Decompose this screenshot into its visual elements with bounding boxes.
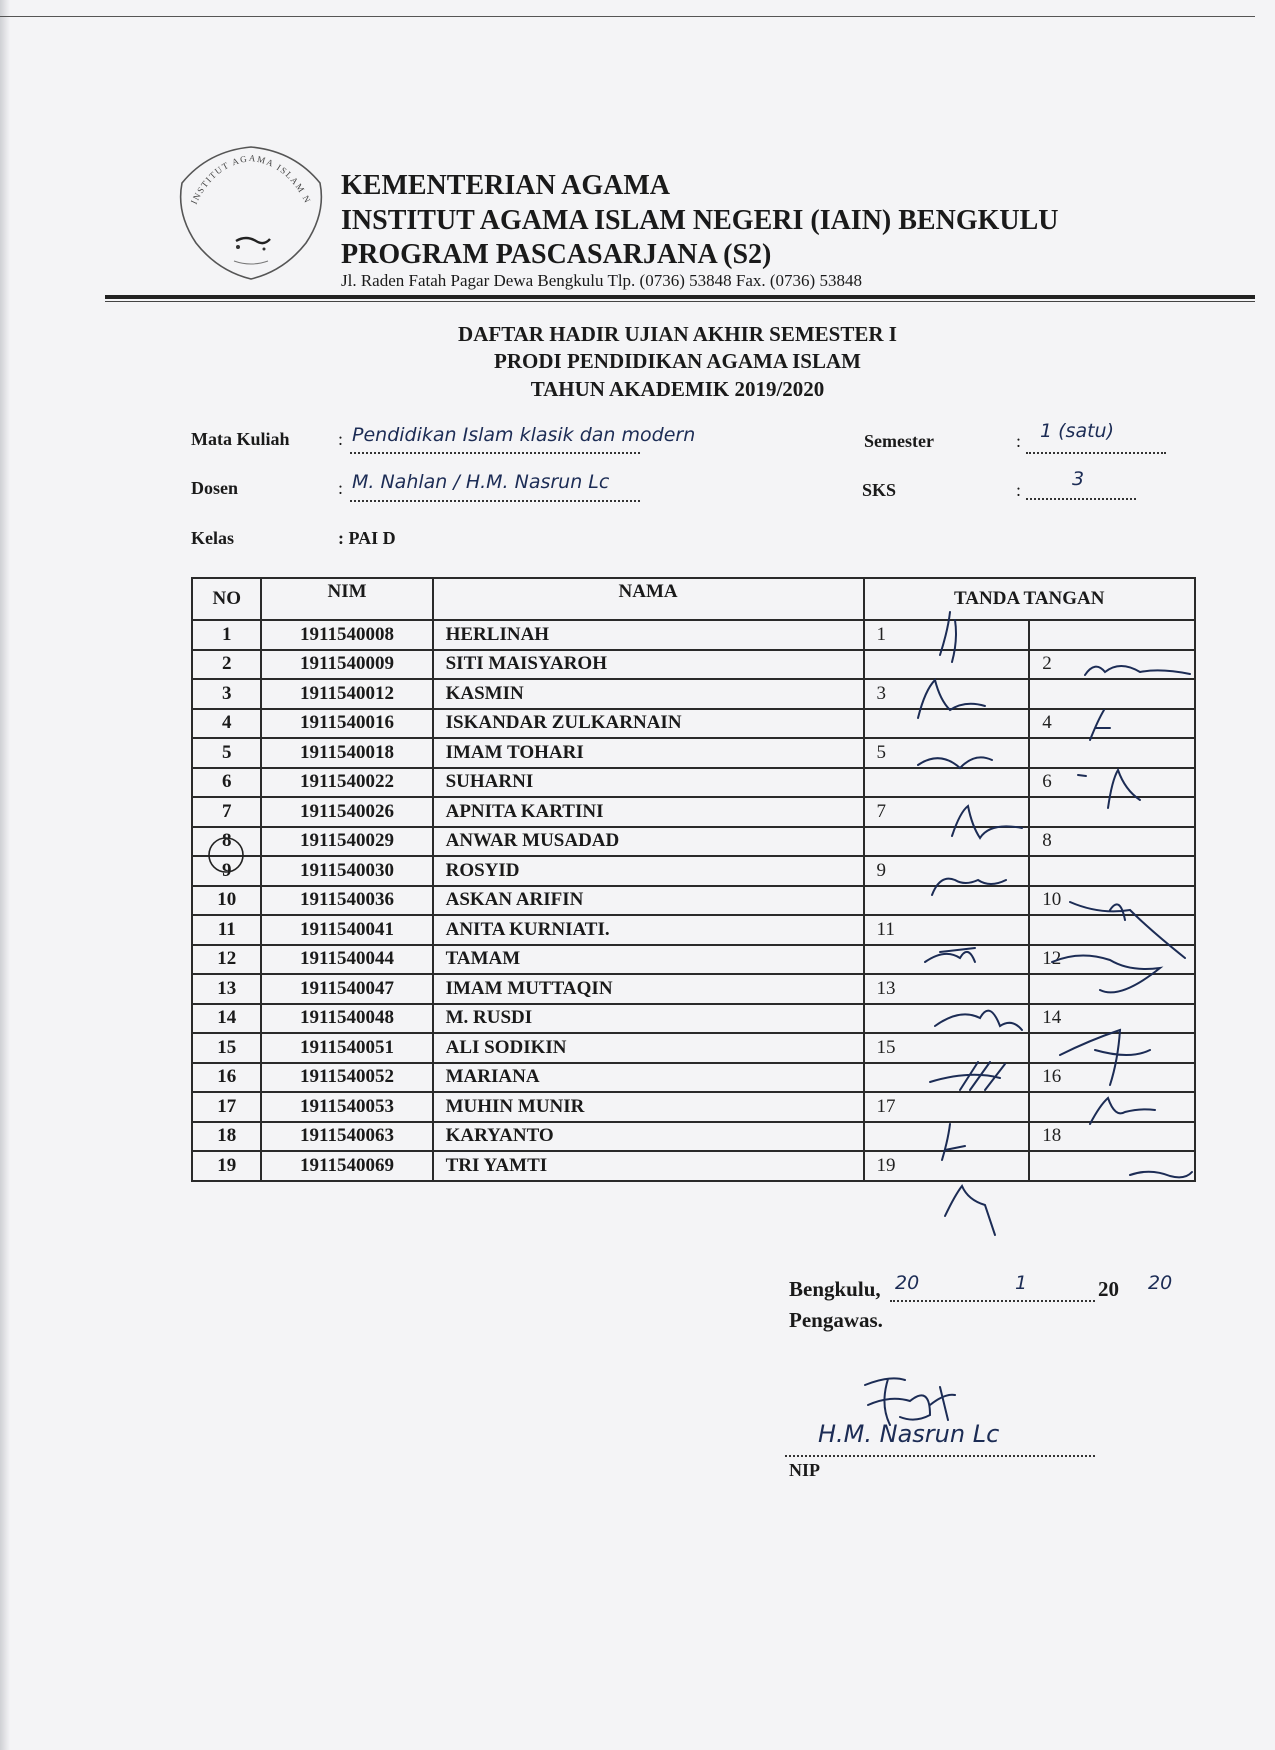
semester-colon: : [1016,431,1022,451]
sks-label: SKS [862,480,897,500]
cell-signature-left [864,1063,1030,1093]
mata-kuliah-dotline [350,452,640,454]
cell-no: 1 [192,620,261,650]
table-row [192,827,1195,857]
cell-signature-right: 10 [1029,886,1195,916]
cell-signature-left [864,650,1030,680]
cell-nama: KARYANTO [433,1122,864,1152]
cell-signature-right [1029,797,1195,827]
cell-no: 5 [192,738,261,768]
cell-nim: 1911540047 [261,974,432,1004]
cell-nama: ALI SODIKIN [433,1033,864,1063]
cell-signature-left [864,768,1030,798]
cell-nim: 1911540012 [261,679,432,709]
semester-label: Semester [864,431,934,451]
cell-no: 13 [192,974,261,1004]
table-row [192,709,1195,739]
dosen-dotline [350,500,640,502]
cell-nim: 1911540009 [261,650,432,680]
cell-signature-left: 17 [864,1092,1030,1122]
cell-nama: IMAM MUTTAQIN [433,974,864,1004]
col-header-no: NO [192,578,261,620]
cell-nama: APNITA KARTINI [433,797,864,827]
sks-dotline [1026,498,1136,500]
header-ministry: KEMENTERIAN AGAMA [341,170,671,201]
kelas-label: Kelas [191,528,234,548]
cell-nama: TAMAM [433,945,864,975]
cell-nama: ANITA KURNIATI. [433,915,864,945]
scan-top-line [0,16,1255,17]
cell-no: 19 [192,1151,261,1181]
cell-no: 3 [192,679,261,709]
doc-title-line2: PRODI PENDIDIKAN AGAMA ISLAM [494,349,861,373]
cell-nama: SITI MAISYAROH [433,650,864,680]
cell-signature-right: 14 [1029,1004,1195,1034]
cell-signature-right: 4 [1029,709,1195,739]
cell-nama: HERLINAH [433,620,864,650]
footer-date-dotline [890,1300,1095,1302]
table-row [192,620,1195,650]
cell-signature-right: 2 [1029,650,1195,680]
cell-nama: TRI YAMTI [433,1151,864,1181]
cell-signature-left: 5 [864,738,1030,768]
cell-nim: 1911540030 [261,856,432,886]
cell-nim: 1911540018 [261,738,432,768]
doc-title-line3: TAHUN AKADEMIK 2019/2020 [530,377,825,401]
table-row [192,1151,1195,1181]
dosen-value: M. Nahlan / H.M. Nasrun Lc [352,471,610,493]
cell-signature-left: 11 [864,915,1030,945]
mata-kuliah-label: Mata Kuliah [191,429,290,449]
cell-signature-right [1029,679,1195,709]
cell-signature-right [1029,738,1195,768]
mata-kuliah-value: Pendidikan Islam klasik dan modern [352,424,696,446]
cell-nama: M. RUSDI [433,1004,864,1034]
table-header-row [192,578,1195,620]
cell-no: 14 [192,1004,261,1034]
table-row [192,945,1195,975]
cell-nim: 1911540069 [261,1151,432,1181]
cell-nama: SUHARNI [433,768,864,798]
cell-nama: ROSYID [433,856,864,886]
footer-pengawas: Pengawas. [789,1308,883,1332]
cell-nim: 1911540048 [261,1004,432,1034]
table-row [192,1092,1195,1122]
cell-signature-right: 8 [1029,827,1195,857]
table-row [192,1033,1195,1063]
table-row [192,738,1195,768]
cell-signature-left [864,827,1030,857]
doc-title-line1: DAFTAR HADIR UJIAN AKHIR SEMESTER I [458,322,897,346]
institute-seal [174,143,329,283]
cell-signature-right: 6 [1029,768,1195,798]
kelas-value: : PAI D [338,528,396,548]
cell-signature-left: 19 [864,1151,1030,1181]
col-header-nama: NAMA [433,578,864,620]
header-rule-thick [105,295,1255,299]
seal-text: INSTITUT AGAMA ISLAM N [188,152,314,206]
semester-value: 1 (satu) [1040,420,1114,442]
cell-signature-right: 16 [1029,1063,1195,1093]
cell-nama: KASMIN [433,679,864,709]
cell-no: 8 [192,827,261,857]
cell-signature-left: 1 [864,620,1030,650]
cell-nama: IMAM TOHARI [433,738,864,768]
table-row [192,1004,1195,1034]
footer-date-day: 20 [895,1272,920,1294]
mata-kuliah-colon: : [338,429,344,449]
cell-signature-left: 15 [864,1033,1030,1063]
cell-signature-left [864,886,1030,916]
cell-signature-right [1029,1092,1195,1122]
cell-signature-left: 3 [864,679,1030,709]
cell-nim: 1911540041 [261,915,432,945]
cell-no: 6 [192,768,261,798]
table-row [192,797,1195,827]
table-row [192,1063,1195,1093]
cell-signature-right [1029,1151,1195,1181]
cell-nama: MARIANA [433,1063,864,1093]
table-row [192,650,1195,680]
cell-no: 7 [192,797,261,827]
cell-no: 12 [192,945,261,975]
header-institute: INSTITUT AGAMA ISLAM NEGERI (IAIN) BENGKULU [341,205,1059,236]
semester-dotline [1026,452,1166,454]
cell-nim: 1911540029 [261,827,432,857]
cell-no: 16 [192,1063,261,1093]
col-header-tanda-tangan: TANDA TANGAN [864,578,1195,620]
cell-signature-left [864,945,1030,975]
cell-nim: 1911540044 [261,945,432,975]
cell-nim: 1911540053 [261,1092,432,1122]
footer-place: Bengkulu, [789,1277,881,1301]
cell-nim: 1911540052 [261,1063,432,1093]
cell-signature-right [1029,1033,1195,1063]
cell-nama: ANWAR MUSADAD [433,827,864,857]
cell-signature-right [1029,915,1195,945]
nip-label: NIP [789,1460,820,1480]
attendance-table [191,577,1196,1182]
table-row [192,679,1195,709]
cell-signature-left: 13 [864,974,1030,1004]
cell-signature-right [1029,620,1195,650]
cell-no: 11 [192,915,261,945]
sks-colon: : [1016,480,1022,500]
cell-nim: 1911540022 [261,768,432,798]
table-row [192,768,1195,798]
cell-no: 2 [192,650,261,680]
cell-nim: 1911540026 [261,797,432,827]
cell-nama: MUHIN MUNIR [433,1092,864,1122]
cell-nim: 1911540051 [261,1033,432,1063]
cell-no: 18 [192,1122,261,1152]
scan-edge-shadow [0,0,10,1750]
sks-value: 3 [1072,468,1085,490]
cell-signature-left [864,1004,1030,1034]
cell-no: 4 [192,709,261,739]
cell-nama: ASKAN ARIFIN [433,886,864,916]
cell-signature-left [864,709,1030,739]
header-rule-thin [105,301,1255,302]
svg-text:INSTITUT AGAMA ISLAM NEGERI BE [174,143,313,206]
table-row [192,856,1195,886]
cell-signature-right [1029,856,1195,886]
cell-nim: 1911540036 [261,886,432,916]
table-row [192,1122,1195,1152]
cell-nim: 1911540008 [261,620,432,650]
cell-nim: 1911540063 [261,1122,432,1152]
cell-no: 10 [192,886,261,916]
cell-no: 15 [192,1033,261,1063]
signature-19 [945,1186,995,1235]
cell-signature-left: 9 [864,856,1030,886]
table-row [192,886,1195,916]
cell-no: 17 [192,1092,261,1122]
cell-signature-left [864,1122,1030,1152]
attendance-body [192,620,1195,1181]
cell-signature-right: 12 [1029,945,1195,975]
table-row [192,915,1195,945]
col-header-nim: NIM [261,578,432,620]
cell-signature-right: 18 [1029,1122,1195,1152]
cell-nama: ISKANDAR ZULKARNAIN [433,709,864,739]
dosen-colon: : [338,478,344,498]
header-address: Jl. Raden Fatah Pagar Dewa Bengkulu Tlp. (0736) 53848 Fax. (0736) 53848 [341,271,862,290]
cell-signature-left: 7 [864,797,1030,827]
cell-no: 9 [192,856,261,886]
cell-nim: 1911540016 [261,709,432,739]
header-program: PROGRAM PASCASARJANA (S2) [341,239,772,270]
supervisor-dotline [785,1455,1095,1457]
table-row [192,974,1195,1004]
cell-signature-right [1029,974,1195,1004]
supervisor-name: H.M. Nasrun Lc [818,1420,1000,1448]
footer-year-suffix: 20 [1148,1272,1173,1294]
footer-year-prefix: 20 [1098,1277,1119,1301]
footer-date-month: 1 [1015,1272,1028,1294]
dosen-label: Dosen [191,478,239,498]
